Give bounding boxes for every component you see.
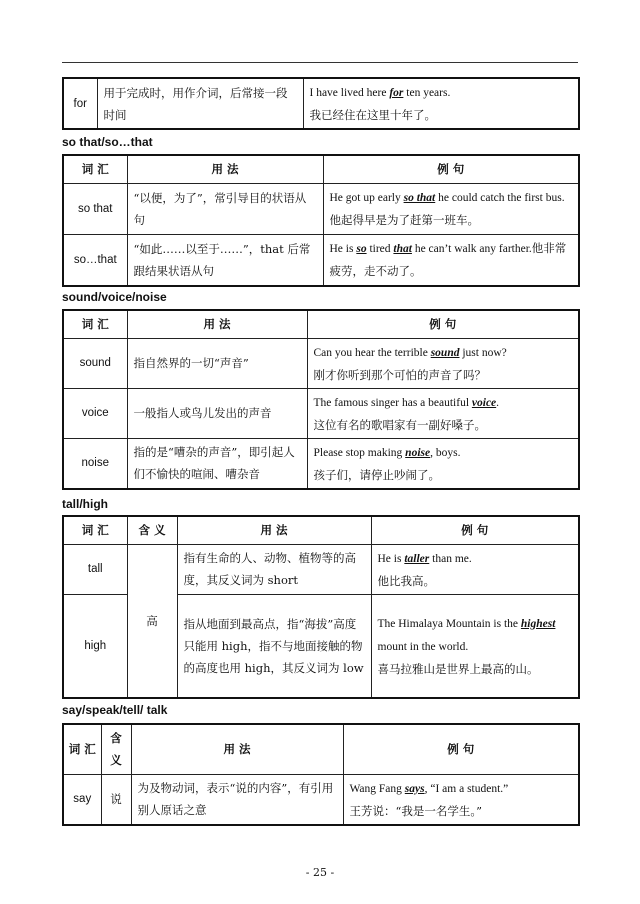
example-cell: He is so tired that he can’t walk any farther.他非常疲劳，走不动了。 [323,234,579,286]
keyword: so [356,242,367,255]
section-title-sothat: so that/so…that [62,135,153,149]
example-cell: The famous singer has a beautiful voice. 这位有名的歌唱家有一副好嗓子。 [307,388,579,438]
header-word: 词 汇 [63,516,127,544]
keyword: voice [471,396,497,409]
table-row [63,338,579,388]
header-example: 例 句 [371,516,579,544]
example-cell: I have lived here for ten years. 我已经住在这里十年了。 [303,78,579,129]
header-meaning: 含 义 [127,516,177,544]
header-rule [62,62,578,63]
sothat-table [62,154,580,287]
table-row [63,388,579,438]
header-meaning: 含义 [101,724,131,774]
example-cell: The Himalaya Mountain is the highest mount in the world. 喜马拉雅山是世界上最高的山。 [371,594,579,698]
table-row [63,544,579,594]
word-cell: sound [63,338,127,388]
word-cell: noise [63,438,127,489]
header-word: 词 汇 [63,155,127,183]
word-cell: so that [63,183,127,234]
usage-cell: 指从地面到最高点，指“海拔”高度只能用 high，指不与地面接触的物的高度也用 high，其反义词为 low [177,594,371,698]
table-row [63,78,579,129]
keyword: says [404,782,425,795]
word-cell: for [63,78,97,129]
header-usage: 用 法 [127,155,323,183]
meaning-cell: 说 [101,774,131,825]
header-example: 例 句 [343,724,579,774]
example-cell: Wang Fang says, “I am a student.” 王芳说：“我是一名学生。” [343,774,579,825]
for-table [62,77,580,130]
tall-table [62,515,580,699]
header-usage: 用 法 [177,516,371,544]
example-cell: Can you hear the terrible sound just now? 刚才你听到那个可怕的声音了吗？ [307,338,579,388]
word-cell: say [63,774,101,825]
section-title-say: say/speak/tell/ talk [62,703,168,717]
table-header-row [63,516,579,544]
keyword: sound [430,346,460,359]
usage-cell: “以便，为了”，常引导目的状语从句 [127,183,323,234]
word-cell: tall [63,544,127,594]
table-header-row [63,155,579,183]
section-title-sound: sound/voice/noise [62,290,167,304]
keyword: highest [520,617,556,630]
usage-cell: 为及物动词，表示“说的内容”，有引用别人原话之意 [131,774,343,825]
word-cell: high [63,594,127,698]
keyword: for [389,87,404,99]
table-header-row [63,724,579,774]
keyword: that [393,242,412,255]
usage-cell: 指有生命的人、动物、植物等的高度，其反义词为 short [177,544,371,594]
say-table [62,723,580,826]
page-number: - 25 - [305,866,335,879]
word-cell: so…that [63,234,127,286]
header-usage: 用 法 [127,310,307,338]
keyword: noise [405,446,431,459]
usage-cell: 一般指人或鸟儿发出的声音 [127,388,307,438]
usage-cell: 指的是“嘈杂的声音”，即引起人们不愉快的喧闹、嘈杂音 [127,438,307,489]
header-word: 词 汇 [63,724,101,774]
keyword: taller [404,552,430,565]
header-example: 例 句 [323,155,579,183]
header-example: 例 句 [307,310,579,338]
keyword: so that [403,191,436,204]
table-row [63,183,579,234]
table-row [63,438,579,489]
meaning-cell: 高 [127,544,177,698]
example-cell: He is taller than me. 他比我高。 [371,544,579,594]
example-cell: He got up early so that he could catch the first bus.他起得早是为了赶第一班车。 [323,183,579,234]
header-usage: 用 法 [131,724,343,774]
table-row [63,774,579,825]
table-header-row [63,310,579,338]
header-word: 词 汇 [63,310,127,338]
example-cell: Please stop making noise, boys. 孩子们，请停止吵闹了。 [307,438,579,489]
usage-cell: 指自然界的一切“声音” [127,338,307,388]
table-row [63,234,579,286]
sound-table [62,309,580,490]
section-title-tall: tall/high [62,497,108,511]
usage-cell: “如此……以至于……”，that 后常跟结果状语从句 [127,234,323,286]
word-cell: voice [63,388,127,438]
usage-cell: 用于完成时，用作介词，后常接一段时间 [97,78,303,129]
